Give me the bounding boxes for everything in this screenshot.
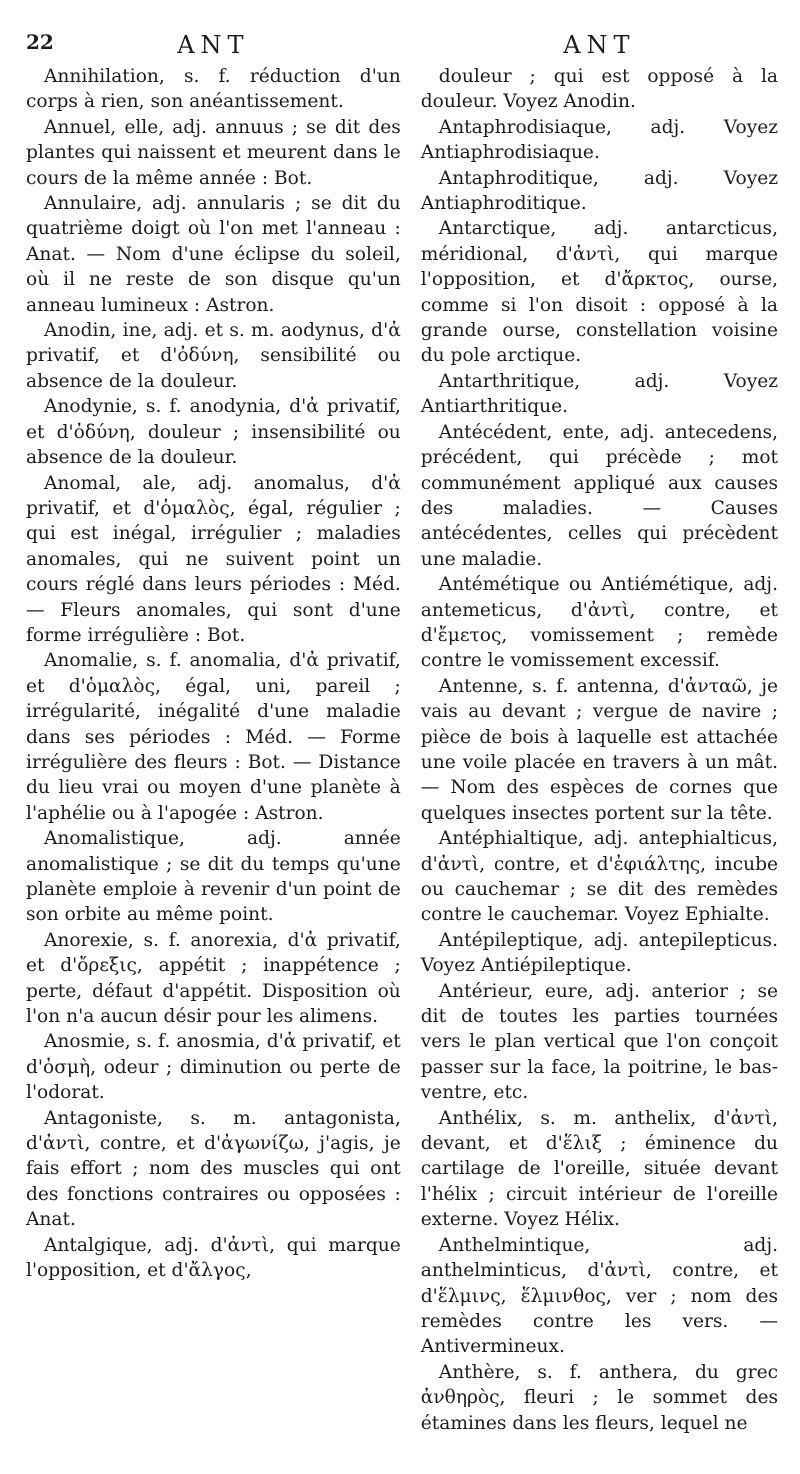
dictionary-entry: Antéphialtique, adj. antephialticus, d'ἀντὶ, contre, et d'ἐφιάλτης, incube ou cauchemar ; se dit des remèdes contre le cauchemar. Voyez Ephialte. (420, 828, 778, 926)
text-columns (26, 64, 778, 1436)
dictionary-entry: Anomalistique, adj. année anomalistique ; se dit du temps qu'une planète emploie à revenir d'un point de son orbite au même point. (26, 828, 401, 926)
dictionary-entry: Anomalie, s. f. anomalia, d'ἀ privatif, et d'ὁμαλὸς, égal, uni, pareil ; irrégularité, inégalité d'une maladie dans ses périodes : Méd. — Forme irrégulière des fleurs : Bot. — Distance du lieu vrai ou moyen d'une planète à l'aphélie ou à l'apogée : Astron. (26, 650, 401, 824)
dictionary-entry: Anthélix, s. m. anthelix, d'ἀντὶ, devant, et d'ἕλιξ ; éminence du cartilage de l'oreille, située devant l'hélix ; circuit intérieur de l'oreille externe. Voyez Hélix. (420, 1107, 778, 1231)
dictionary-entry: Antaphroditique, adj. Voyez Antiaphroditique. (420, 167, 778, 215)
dictionary-entry: Antarthritique, adj. Voyez Antiarthritique. (420, 370, 778, 418)
right-column (421, 64, 778, 1436)
dictionary-entry: Anorexie, s. f. anorexia, d'ἀ privatif, et d'ὄρεξις, appétit ; inappétence ; perte, défaut d'appétit. Disposition où l'on n'a aucun désir pour les alimens. (26, 929, 401, 1028)
dictionary-entry: Annulaire, adj. annularis ; se dit du quatrième doigt où l'on met l'anneau : Anat. — Nom d'une éclipse du soleil, où il ne reste de son disque qu'un anneau lumineux : Astron. (26, 193, 401, 316)
page-header (26, 30, 778, 60)
page-number: 22 (26, 30, 54, 54)
dictionary-entry: Antenne, s. f. antenna, d'ἀνταῶ, je vais au devant ; vergue de navire ; pièce de bois à laquelle est attachée une voile placée en travers à un mât. — Nom des espèces de cornes que quelques insectes portent sur la tête. (420, 675, 778, 824)
dictionary-entry: Annihilation, s. f. réduction d'un corps à rien, son anéantissement. (26, 66, 401, 113)
dictionary-entry: Antécédent, ente, adj. antecedens, précédent, qui précède ; mot communément appliqué aux causes des maladies. — Causes antécédentes, celles qui précèdent une maladie. (420, 421, 778, 570)
dictionary-entry: Antalgique, adj. d'ἀντὶ, qui marque l'opposition, et d'ἄλγος, (26, 1234, 401, 1282)
dictionary-entry: douleur ; qui est opposé à la douleur. Voyez Anodin. (420, 66, 778, 113)
dictionary-entry: Anosmie, s. f. anosmia, d'ἀ privatif, et d'ὀσμὴ, odeur ; diminution ou perte de l'odorat. (26, 1031, 401, 1104)
right-header (421, 30, 778, 60)
dictionary-entry: Antarctique, adj. antarcticus, méridional, d'ἀντὶ, qui marque l'opposition, et d'ἄρκτος, ourse, comme si l'on disoit : opposé à la grande ourse, constellation voisine du pole arctique. (420, 218, 778, 367)
dictionary-entry: Antagoniste, s. m. antagonista, d'ἀντὶ, contre, et d'ἀγωνίζω, j'agis, je fais effort ; nom des muscles qui ont des fonctions contraires ou opposées : Anat. (26, 1107, 401, 1231)
dictionary-entry: Anomal, ale, adj. anomalus, d'ἀ privatif, et d'ὁμαλὸς, égal, régulier ; qui est inégal, irrégulier ; maladies anomales, qui ne suivent point un cours réglé dans leurs périodes : Méd. — Fleurs anomales, qui sont d'une forme irrégulière : Bot. (26, 472, 401, 646)
dictionary-entry: Anodin, ine, adj. et s. m. aodynus, d'ἀ privatif, et d'ὀδύνη, sensibilité ou absence de la douleur. (26, 320, 401, 392)
left-header (26, 30, 401, 60)
dictionary-entry: Annuel, elle, adj. annuus ; se dit des plantes qui naissent et meurent dans le cours de la même année : Bot. (26, 116, 401, 189)
dictionary-entry: Antaphrodisiaque, adj. Voyez Antiaphrodisiaque. (420, 116, 778, 164)
left-column (26, 64, 401, 1436)
dictionary-entry: Antérieur, eure, adj. anterior ; se dit de toutes les parties tournées vers le plan vertical que l'on conçoit passer sur la face, la poitrine, le bas-ventre, etc. (420, 980, 778, 1104)
dictionary-entry: Anthère, s. f. anthera, du grec ἀνθηρὸς, fleuri ; le sommet des étamines dans les fleurs, lequel ne (420, 1361, 778, 1434)
dictionary-entry: Antémétique ou Antiémétique, adj. antemeticus, d'ἀντὶ, contre, et d'ἔμετος, vomissement ; remède contre le vomissement excessif. (420, 574, 778, 672)
running-head-left: ANT (177, 31, 250, 59)
running-head-right: ANT (563, 31, 636, 59)
dictionary-entry: Anthelmintique, adj. anthelminticus, d'ἀντὶ, contre, et d'ἕλμινς, ἕλμινθος, ver ; nom des remèdes contre les vers. — Antivermineux. (420, 1234, 778, 1358)
dictionary-entry: Anodynie, s. f. anodynia, d'ἀ privatif, et d'ὀδύνη, douleur ; insensibilité ou absence de la douleur. (26, 396, 401, 469)
dictionary-entry: Antépileptique, adj. antepilepticus. Voyez Antiépileptique. (420, 929, 778, 977)
